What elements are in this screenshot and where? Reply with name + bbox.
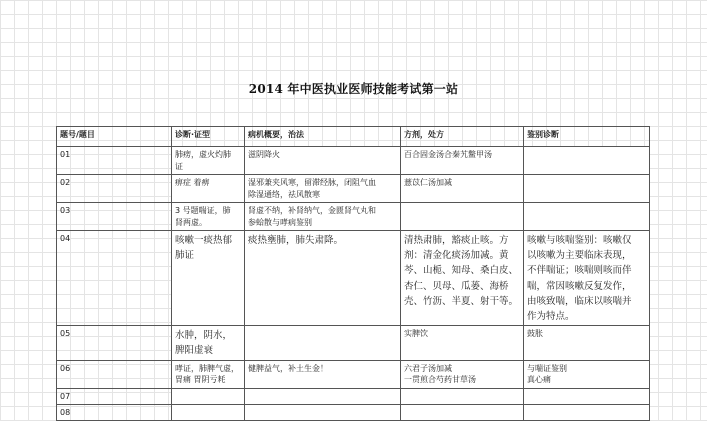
table-header-row [57, 127, 650, 147]
row-diagnosis [172, 388, 245, 404]
exam-table [56, 126, 650, 421]
row-number: 04 [57, 231, 172, 326]
row-differential [524, 175, 650, 203]
header-differential: 鉴别诊断 [524, 127, 650, 147]
table-row [57, 175, 650, 203]
row-pathogenesis: 湿邪兼夹风寒，留滞经脉，闭阻气血 除湿通络，祛风散寒 [245, 175, 401, 203]
table-row [57, 404, 650, 420]
row-pathogenesis: 肾虚不纳，补肾纳气，金匮肾气丸和 参蛤散与哮病鉴别 [245, 203, 401, 231]
row-diagnosis: 3 号题喘证，肺 肾两虚。 [172, 203, 245, 231]
row-diagnosis: 痹症 着痹 [172, 175, 245, 203]
row-number: 05 [57, 326, 172, 360]
row-differential: 鼓胀 [524, 326, 650, 360]
row-pathogenesis [245, 404, 401, 420]
table-row [57, 203, 650, 231]
header-formula: 方剂，处方 [401, 127, 524, 147]
table-row [57, 147, 650, 175]
row-diagnosis: 哮证，肺脾气虚， 胃痛 胃阴亏耗 [172, 360, 245, 388]
row-number: 08 [57, 404, 172, 420]
header-pathogenesis: 病机概要，治法 [245, 127, 401, 147]
row-formula: 清热肃肺，豁痰止咳。方 剂：清金化痰汤加减。黄 芩、山栀、知母、桑白皮、 杏仁、贝母、瓜蒌、海桥 壳、竹沥、半夏、射干等。 [401, 231, 524, 326]
row-formula: 薏苡仁汤加减 [401, 175, 524, 203]
header-diagnosis: 诊断·证型 [172, 127, 245, 147]
row-formula [401, 404, 524, 420]
row-pathogenesis: 滋阴降火 [245, 147, 401, 175]
row-number: 01 [57, 147, 172, 175]
row-pathogenesis: 痰热壅肺，肺失肃降。 [245, 231, 401, 326]
row-differential [524, 147, 650, 175]
row-pathogenesis [245, 388, 401, 404]
row-differential: 咳嗽与咳喘鉴别：咳嗽仅 以咳嗽为主要临床表现， 不伴喘证；咳喘则咳而伴 喘，常因咳嗽反复发作， 由咳致喘，临床以咳喘并 作为特点。 [524, 231, 650, 326]
row-formula [401, 203, 524, 231]
row-diagnosis: 水肿，阴水， 脾阳虚衰 [172, 326, 245, 360]
row-diagnosis: 肺痨，虚火灼肺 证 [172, 147, 245, 175]
row-differential [524, 404, 650, 420]
row-number: 02 [57, 175, 172, 203]
row-formula: 百合固金汤合秦艽鳖甲汤 [401, 147, 524, 175]
row-formula: 实脾饮 [401, 326, 524, 360]
row-differential [524, 203, 650, 231]
header-number: 题号/题目 [57, 127, 172, 147]
row-diagnosis [172, 404, 245, 420]
table-row [57, 231, 650, 326]
row-number: 03 [57, 203, 172, 231]
table-row [57, 360, 650, 388]
document-title: 2014 年中医执业医师技能考试第一站 [248, 82, 459, 96]
row-number: 06 [57, 360, 172, 388]
row-pathogenesis: 健脾益气，补土生金！ [245, 360, 401, 388]
row-pathogenesis [245, 326, 401, 360]
row-differential [524, 388, 650, 404]
row-differential: 与喘证鉴别 真心痛 [524, 360, 650, 388]
table-row [57, 388, 650, 404]
row-diagnosis: 咳嗽一痰热郁 肺证 [172, 231, 245, 326]
row-formula: 六君子汤加减 一贯煎合芍药甘草汤 [401, 360, 524, 388]
row-formula [401, 388, 524, 404]
row-number: 07 [57, 388, 172, 404]
table-row [57, 326, 650, 360]
